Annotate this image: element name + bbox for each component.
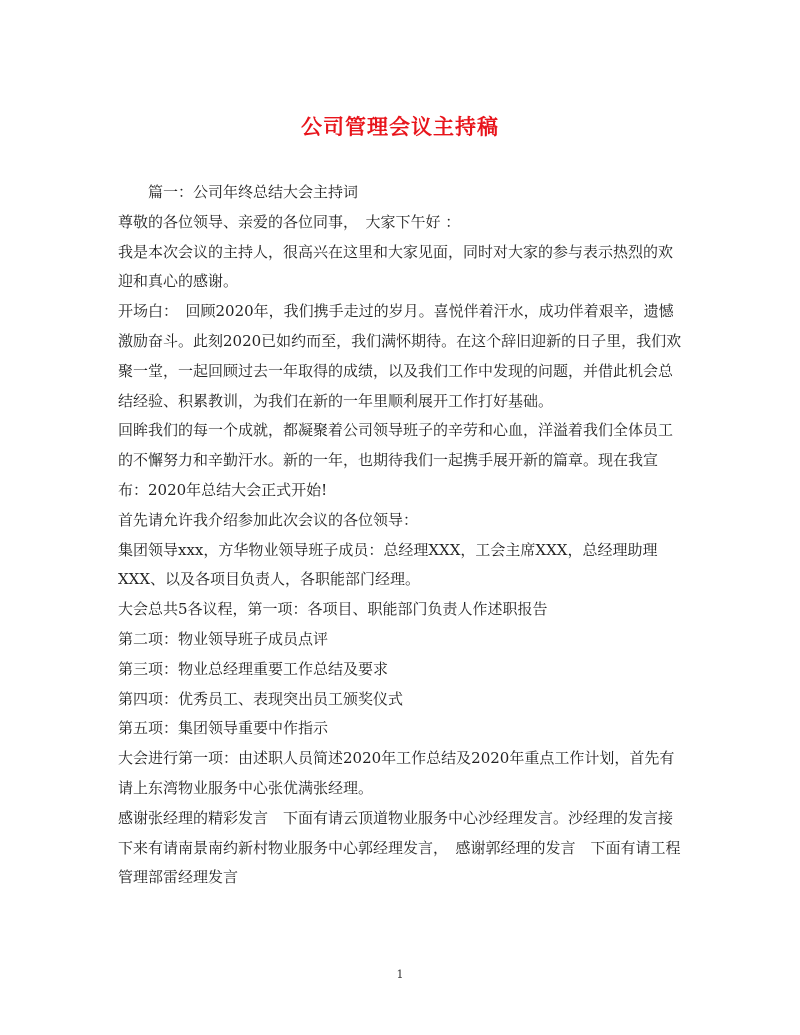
host-intro-paragraph: 我是本次会议的主持人，很高兴在这里和大家见面，同时对大家的参与表示热烈的欢迎和真心的感谢。	[118, 242, 674, 291]
first-item-paragraph: 大会进行第一项：由述职人员简述2020年工作总结及2020年重点工作计划，首先有请上东湾物业服务中心张优满张经理。	[118, 749, 675, 797]
agenda-item-5: 第五项：集团领导重要中作指示	[118, 719, 329, 738]
speakers-paragraph: 感谢张经理的精彩发言 下面有请云顶道物业服务中心沙经理发言。沙经理的发言接下来有请南景南约新村物业服务中心郭经理发言， 感谢郭经理的发言 下面有请工程管理部雷经理发言	[118, 808, 681, 887]
document-body	[118, 178, 684, 893]
leaders-intro-paragraph: 首先请允许我介绍参加此次会议的各位领导：	[118, 510, 419, 529]
agenda-item-1: 大会总共5各议程，第一项：各项目、职能部门负责人作述职报告	[118, 600, 548, 619]
section-heading: 篇一：公司年终总结大会主持词	[148, 183, 359, 201]
agenda-item-4: 第四项：优秀员工、表现突出员工颁奖仪式	[118, 689, 404, 708]
opening-paragraph: 开场白： 回顾2020年，我们携手走过的岁月。喜悦伴着汗水，成功伴着艰辛，遗憾激励奋斗。此刻2020已如约而至，我们满怀期待。在这个辞旧迎新的日子里，我们欢聚一堂，一起回顾过去一年取得的成绩，以及我们工作中发现的问题，并借此机会总结经验、积累教训，为我们在新的一年里顺利展开工作打好基础。	[118, 302, 682, 410]
agenda-item-3: 第三项：物业总经理重要工作总结及要求	[118, 659, 389, 678]
page-title: 公司管理会议主持稿	[301, 114, 499, 139]
review-paragraph: 回眸我们的每一个成就，都凝聚着公司领导班子的辛劳和心血，洋溢着我们全体员工的不懈努力和辛勤汗水。新的一年，也期待我们一起携手展开新的篇章。现在我宣布：2020年总结大会正式开始!	[118, 421, 674, 499]
page-number: 1	[396, 968, 404, 981]
agenda-item-2: 第二项：物业领导班子成员点评	[118, 629, 329, 648]
leaders-list-paragraph: 集团领导xxx，方华物业领导班子成员：总经理XXX，工会主席XXX，总经理助理XXX、以及各项目负责人，各职能部门经理。	[118, 540, 658, 589]
greeting-paragraph: 尊敬的各位领导、亲爱的各位同事， 大家下午好 ：	[118, 212, 461, 231]
